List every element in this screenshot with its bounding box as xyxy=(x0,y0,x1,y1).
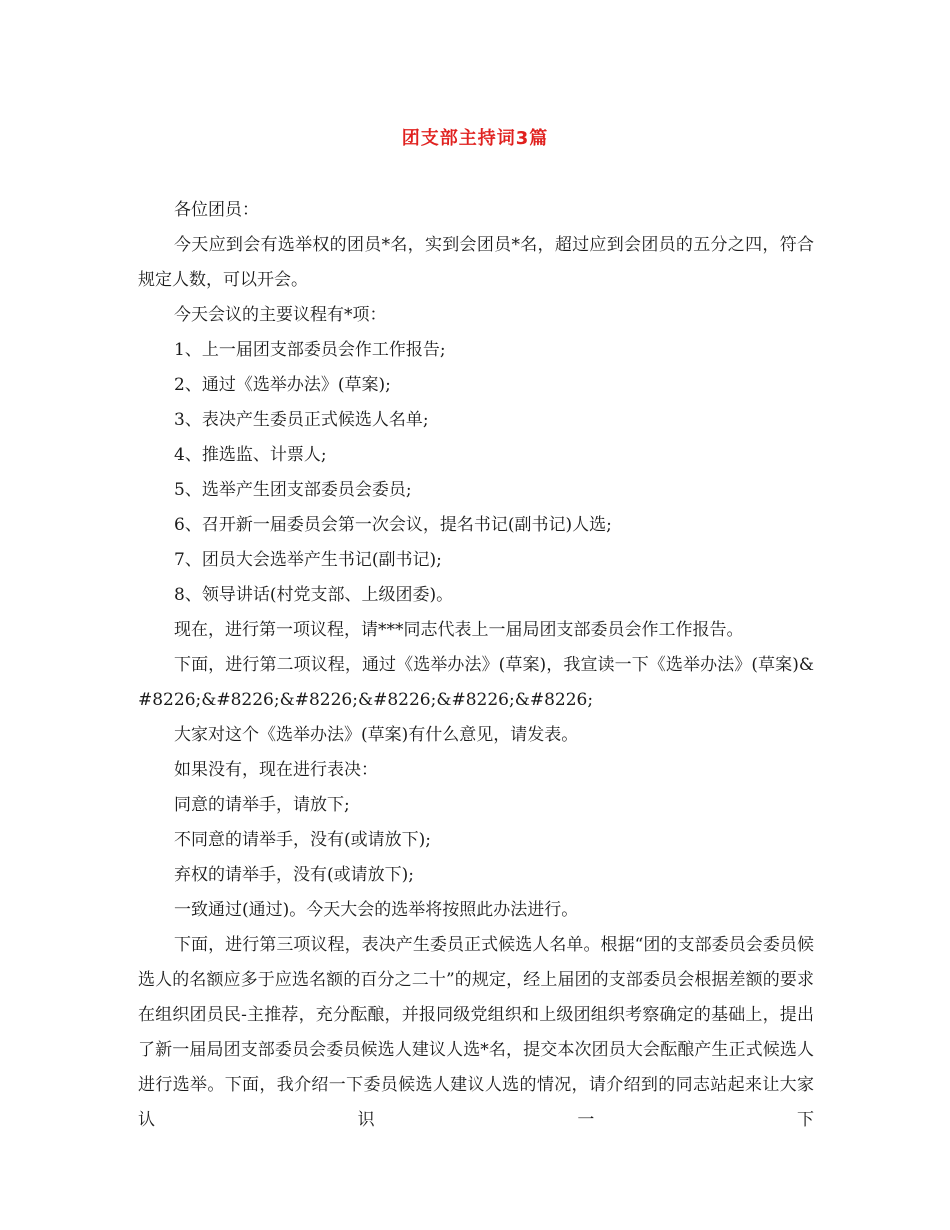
paragraph-attendance: 今天应到会有选举权的团员*名，实到会团员*名，超过应到会团员的五分之四，符合规定人数，可以开会。 xyxy=(138,235,814,290)
paragraph-third-item: 下面，进行第三项议程，表决产生委员正式候选人名单。根据“团的支部委员会委员候选人的名额应多于应选名额的百分之二十”的规定，经上届团的支部委员会根据差额的要求在组织团员民-主推荐，充分酝酿，并报同级党组织和上级团组织考察确定的基础上，提出了新一届局团支部委员会委员候选人建议人选*名，提交本次团员大会酝酿产生正式候选人进行选举。下面，我介绍一下委员候选人建议人选的情况，请介绍到的同志站起来让大家认识一下 xyxy=(138,935,814,1130)
paragraph-vote-disagree: 不同意的请举手，没有(或请放下); xyxy=(174,830,431,850)
document-title: 团支部主持词3篇 xyxy=(401,128,549,149)
paragraph-greeting: 各位团员： xyxy=(174,200,259,220)
agenda-item-4: 4、推选监、计票人; xyxy=(174,445,327,465)
paragraph-vote-intro: 如果没有，现在进行表决： xyxy=(174,760,378,780)
agenda-item-3: 3、表决产生委员正式候选人名单; xyxy=(174,410,429,430)
agenda-item-7: 7、团员大会选举产生书记(副书记); xyxy=(174,550,442,570)
agenda-item-6: 6、召开新一届委员会第一次会议，提名书记(副书记)人选; xyxy=(174,515,612,535)
paragraph-vote-agree: 同意的请举手，请放下; xyxy=(174,795,350,815)
paragraph-opinions: 大家对这个《选举办法》(草案)有什么意见，请发表。 xyxy=(174,725,579,745)
agenda-item-8: 8、领导讲话(村党支部、上级团委)。 xyxy=(174,585,454,605)
document-body xyxy=(138,193,814,1138)
paragraph-agenda-intro: 今天会议的主要议程有*项： xyxy=(174,305,387,325)
agenda-item-5: 5、选举产生团支部委员会委员; xyxy=(174,480,412,500)
paragraph-vote-result: 一致通过(通过)。今天大会的选举将按照此办法进行。 xyxy=(174,900,579,920)
agenda-item-1: 1、上一届团支部委员会作工作报告; xyxy=(174,340,446,360)
paragraph-first-item: 现在，进行第一项议程，请***同志代表上一届局团支部委员会作工作报告。 xyxy=(174,620,744,640)
paragraph-second-item: 下面，进行第二项议程，通过《选举办法》(草案)，我宣读一下《选举办法》(草案)&#8226;&#8226;&#8226;&#8226;&#8226;&#8226; xyxy=(138,655,814,710)
agenda-item-2: 2、通过《选举办法》(草案); xyxy=(174,375,391,395)
paragraph-vote-abstain: 弃权的请举手，没有(或请放下); xyxy=(174,865,414,885)
